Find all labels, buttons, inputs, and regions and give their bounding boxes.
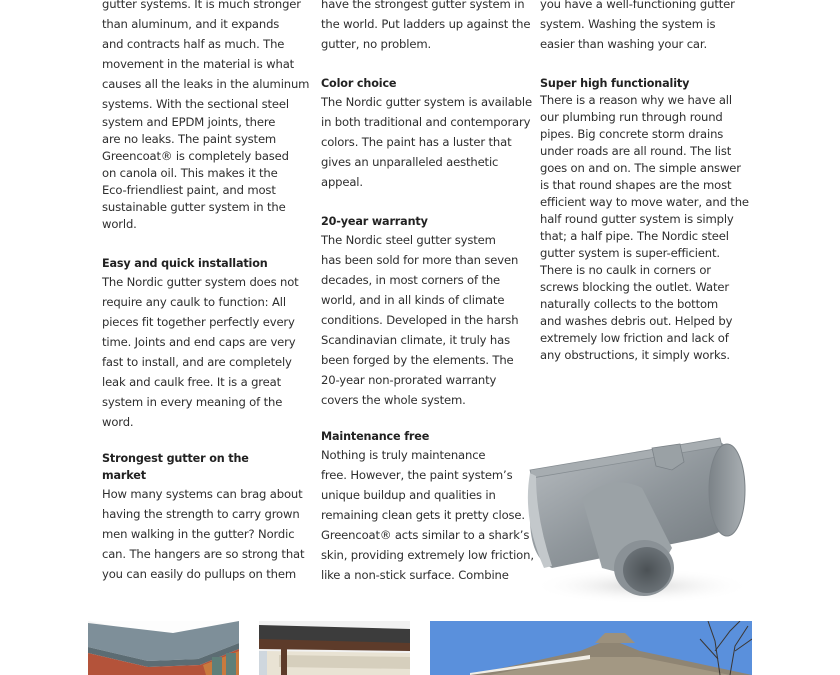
end-cap: [709, 444, 745, 536]
text-column-3: [540, 0, 749, 364]
intro-paragraph-col2: have the strongest gutter system in the world. Put ladders up against the gutter, no problem.: [321, 0, 531, 51]
heading-easy-installation: Easy and quick installation: [102, 257, 268, 270]
red-house-roof-photo: [88, 621, 239, 675]
text-column-2: [321, 0, 534, 585]
heading-super-high-functionality: Super high functionality: [540, 77, 690, 90]
paragraph-super-high-functionality: There is a reason why we have all our plumbing run through round pipes. Big concrete storm drains under roads are all round. The list goes on and on. The simple answer is that round shapes are the most efficient way to move water, and the half round gutter system is simply that; a half pipe. The Nordic steel gutter system is super-efficient. There is no caulk in corners or screws blocking the outlet. Water naturally collects to the bottom and washes debris out. Helped by extremely low friction and lack of any obstructions, it simply works.: [540, 93, 749, 362]
house-roof-sky-photo: [430, 621, 752, 675]
heading-color-choice: Color choice: [321, 77, 397, 90]
heading-strongest-gutter: Strongest gutter on the market: [102, 452, 249, 482]
text-column-1: [102, 0, 310, 584]
paragraph-warranty: The Nordic steel gutter system has been sold for more than seven decades, in most corners of the world, and in all kinds of climate conditions. Developed in the harsh Scandinavian climate, it truly has been forged by the elements. The 20-year non-prorated warranty covers the whole system.: [321, 233, 519, 407]
heading-warranty: 20-year warranty: [321, 215, 428, 228]
heading-maintenance-free: Maintenance free: [321, 430, 430, 443]
intro-paragraph-col3: you have a well-functioning gutter system. Washing the system is easier than washing your car.: [540, 0, 735, 51]
paragraph-color-choice: The Nordic gutter system is available in both traditional and contemporary colors. The paint has a luster that gives an unparalleled aesthetic appeal.: [321, 95, 532, 189]
paragraph-strongest-gutter: How many systems can brag about having the strength to carry grown men walking in the gutter? Nordic can. The hangers are so strong that you can easily do pullups on them: [102, 487, 305, 581]
paragraph-easy-installation: The Nordic gutter system does not require any caulk to function: All pieces fit together perfectly every time. Joints and end caps are very fast to install, and are completely leak and caulk free. It is a great system in every meaning of the word.: [102, 275, 299, 429]
brown-gutter-eave-photo: [259, 621, 410, 675]
roof-photo-2-illustration: [259, 621, 410, 675]
outlet-opening: [623, 547, 671, 593]
roof-photo-1-illustration: [88, 621, 239, 675]
roof-photo-3-illustration: [430, 621, 752, 675]
gutter-outlet-product-image: [522, 418, 757, 608]
gutter-outlet-illustration: [522, 418, 757, 608]
intro-paragraph-col1: gutter systems. It is much stronger than aluminum, and it expands and contracts half as much. The movement in the material is what causes all the leaks in the aluminum systems. With the sectional steel system and EPDM joints, there are no leaks. The paint system Greencoat® is completely based on canola oil. This makes it the Eco-friendliest paint, and most sustainable gutter system in the world.: [102, 0, 310, 231]
paragraph-maintenance-free: Nothing is truly maintenance free. However, the paint system’s unique buildup and qualities in remaining clean gets it pretty close. Greencoat® acts similar to a shark’s skin, providing extremely low friction, like a non-stick surface. Combine: [321, 448, 534, 582]
